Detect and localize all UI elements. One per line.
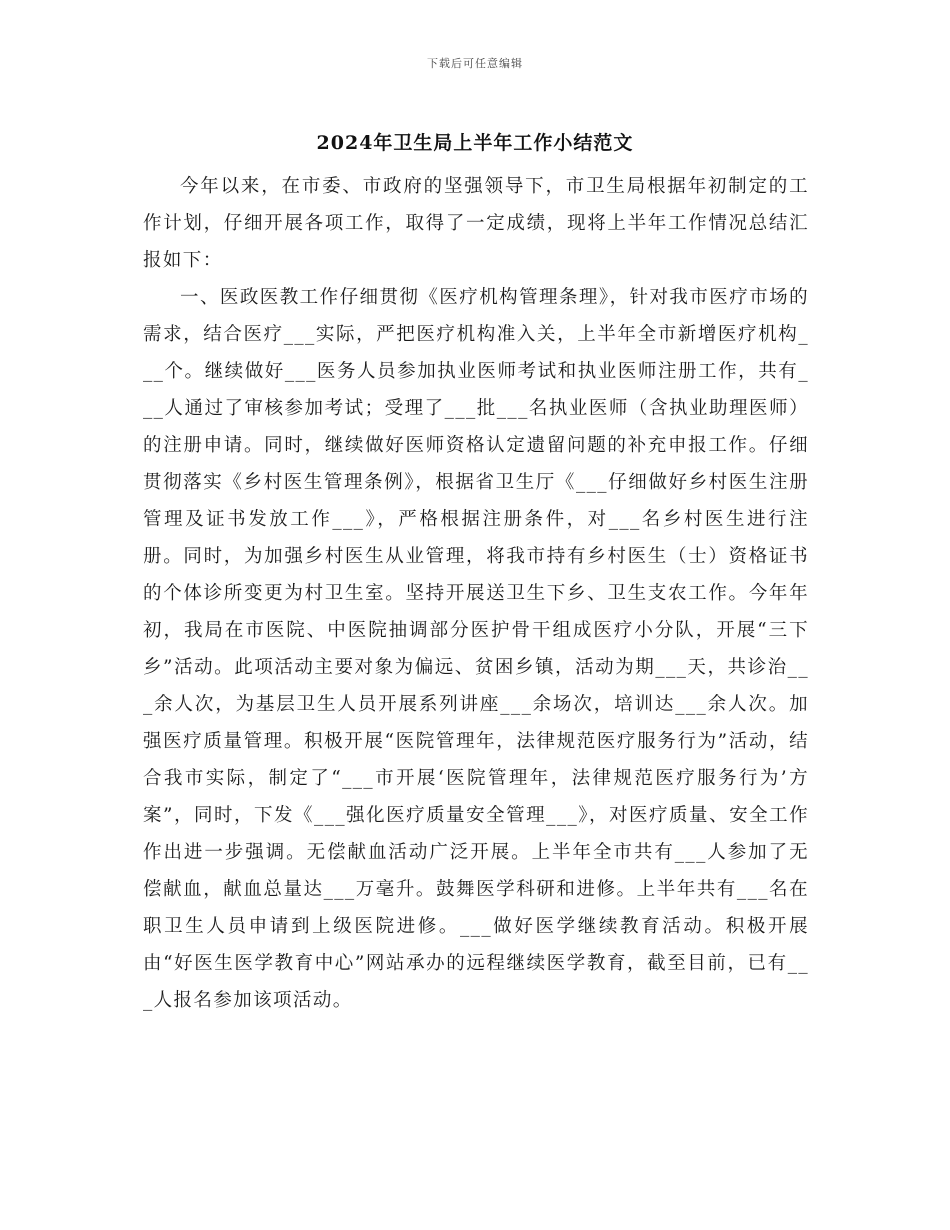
paragraph-intro: 今年以来，在市委、市政府的坚强领导下，市卫生局根据年初制定的工作计划，仔细开展各项工作，取得了一定成绩，现将上半年工作情况总结汇报如下： <box>143 176 809 271</box>
document-title: 2024年卫生局上半年工作小结范文 <box>316 132 634 154</box>
document-body <box>143 168 809 1019</box>
header-note: 下载后可任意编辑 <box>427 57 523 70</box>
paragraph-medical-administration: 一、医政医教工作仔细贯彻《医疗机构管理条理》，针对我市医疗市场的需求，结合医疗___实际，严把医疗机构准入关，上半年全市新增医疗机构___个。继续做好___医务人员参加执业医师考试和执业医师注册工作，共有___人通过了审核参加考试；受理了___批___名执业医师（含执业助理医师）的注册申请。同时，继续做好医师资格认定遗留问题的补充申报工作。仔细贯彻落实《乡村医生管理条例》，根据省卫生厅《___仔细做好乡村医生注册管理及证书发放工作___》，严格根据注册条件，对___名乡村医生进行注册。同时，为加强乡村医生从业管理，将我市持有乡村医生（士）资格证书的个体诊所变更为村卫生室。坚持开展送卫生下乡、卫生支农工作。今年年初，我局在市医院、中医院抽调部分医护骨干组成医疗小分队，开展“三下乡”活动。此项活动主要对象为偏远、贫困乡镇，活动为期___天，共诊治___余人次，为基层卫生人员开展系列讲座___余场次，培训达___余人次。加强医疗质量管理。积极开展“医院管理年，法律规范医疗服务行为”活动，结合我市实际，制定了“___市开展‘医院管理年，法律规范医疗服务行为’方案”，同时，下发《___强化医疗质量安全管理___》，对医疗质量、安全工作作出进一步强调。无偿献血活动广泛开展。上半年全市共有___人参加了无偿献血，献血总量达___万毫升。鼓舞医学科研和进修。上半年共有___名在职卫生人员申请到上级医院进修。___做好医学继续教育活动。积极开展由“好医生医学教育中心”网站承办的远程继续医学教育，截至目前，已有___人报名参加该项活动。 <box>143 287 809 1011</box>
